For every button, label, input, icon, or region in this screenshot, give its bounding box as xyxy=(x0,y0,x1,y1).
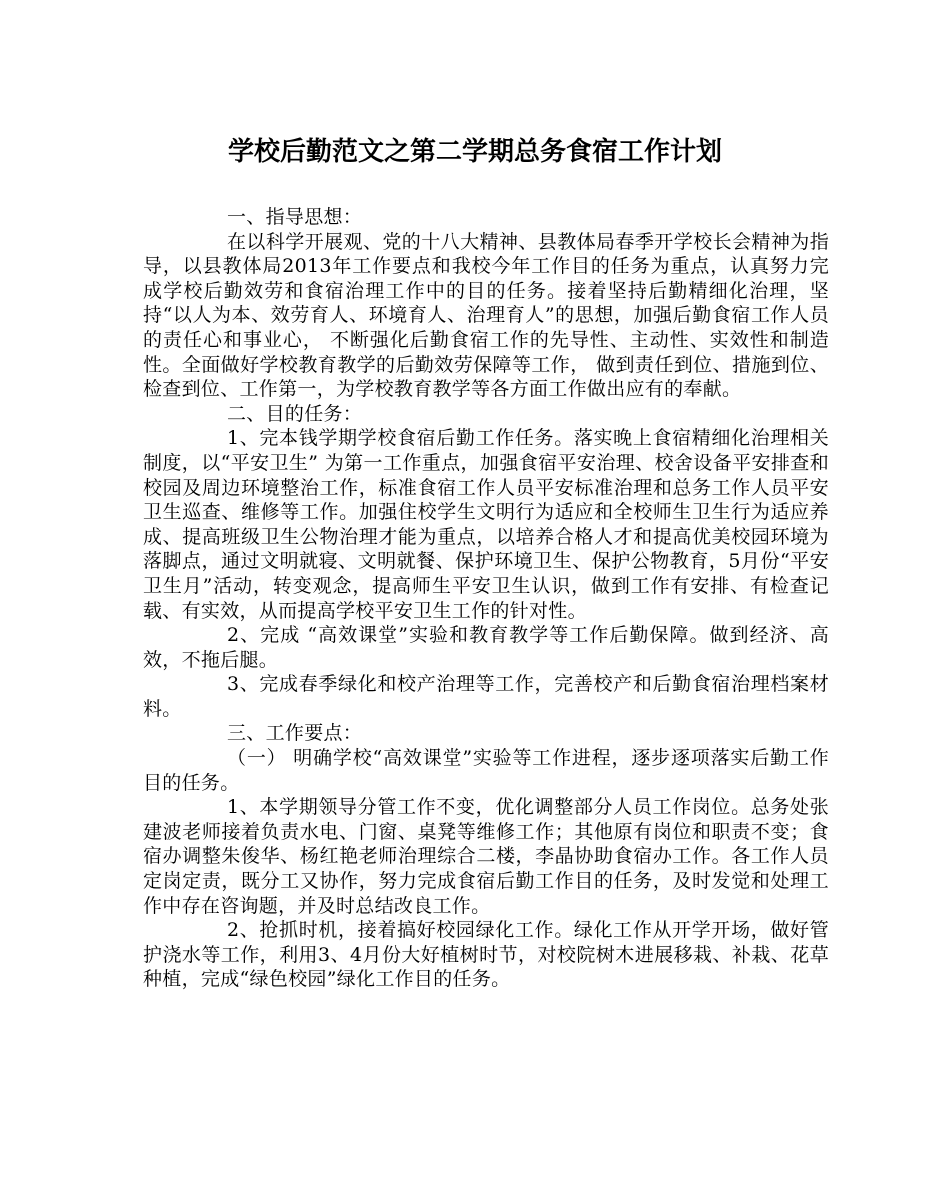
document-title: 学校后勤范文之第二学期总务食宿工作计划 xyxy=(227,137,722,167)
paragraph: 1、完本钱学期学校食宿后勤工作任务。落实晚上食宿精细化治理相关制度，以“平安卫生” 为第一工作重点，加强食宿平安治理、校舍设备平安排查和校园及周边环境整治工作，标准食宿工作人员平安标准治理和总务工作人员平安卫生巡查、维修等工作。加强住校学生文明行为适应和全校师生卫生行为适应养成、提高班级卫生公物治理才能为重点，以培养合格人才和提高优美校园环境为落脚点，通过文明就寝、文明就餐、保护环境卫生、保护公物教育，5月份“平安卫生月”活动，转变观念，提高师生平安卫生认识，做到工作有安排、有检查记载、有实效，从而提高学校平安卫生工作的针对性。 xyxy=(143,427,829,622)
paragraph: 1、本学期领导分管工作不变，优化调整部分人员工作岗位。总务处张建波老师接着负责水电、门窗、桌凳等维修工作；其他原有岗位和职责不变；食宿办调整朱俊华、杨红艳老师治理综合二楼，李晶协助食宿办工作。各工作人员定岗定责，既分工又协作，努力完成食宿后勤工作目的任务，及时发觉和处理工作中存在咨询题，并及时总结改良工作。 xyxy=(143,796,829,917)
paragraph: 二、目的任务： xyxy=(227,402,363,425)
paragraph: 一、指导思想： xyxy=(227,206,363,228)
paragraph: 在以科学开展观、党的十八大精神、县教体局春季开学校长会精神为指导，以县教体局2013年工作要点和我校今年工作目的任务为重点，认真努力完成学校后勤效劳和食宿治理工作中的目的任务。接着坚持后勤精细化治理，坚持“以人为本、效劳育人、环境育人、治理育人”的思想，加强后勤食宿工作人员的责任心和事业心， 不断强化后勤食宿工作的先导性、主动性、实效性和制造性。全面做好学校教育教学的后勤效劳保障等工作， 做到责任到位、措施到位、检查到位、工作第一，为学校教育教学等各方面工作做出应有的奉献。 xyxy=(143,230,829,401)
paragraph: 2、抢抓时机，接着搞好校园绿化工作。绿化工作从开学开场，做好管护浇水等工作，利用3、4月份大好植树时节，对校院树木进展移栽、补栽、花草种植，完成“绿色校园”绿化工作目的任务。 xyxy=(143,919,829,991)
paragraph: （一） 明确学校“高效课堂”实验等工作进程，逐步逐项落实后勤工作目的任务。 xyxy=(143,747,829,794)
paragraph: 3、完成春季绿化和校产治理等工作，完善校产和后勤食宿治理档案材料。 xyxy=(143,673,829,720)
paragraph: 三、工作要点： xyxy=(227,722,363,745)
document-body xyxy=(143,205,829,992)
paragraph: 2、完成 “高效课堂”实验和教育教学等工作后勤保障。做到经济、高效，不拖后腿。 xyxy=(143,624,829,671)
